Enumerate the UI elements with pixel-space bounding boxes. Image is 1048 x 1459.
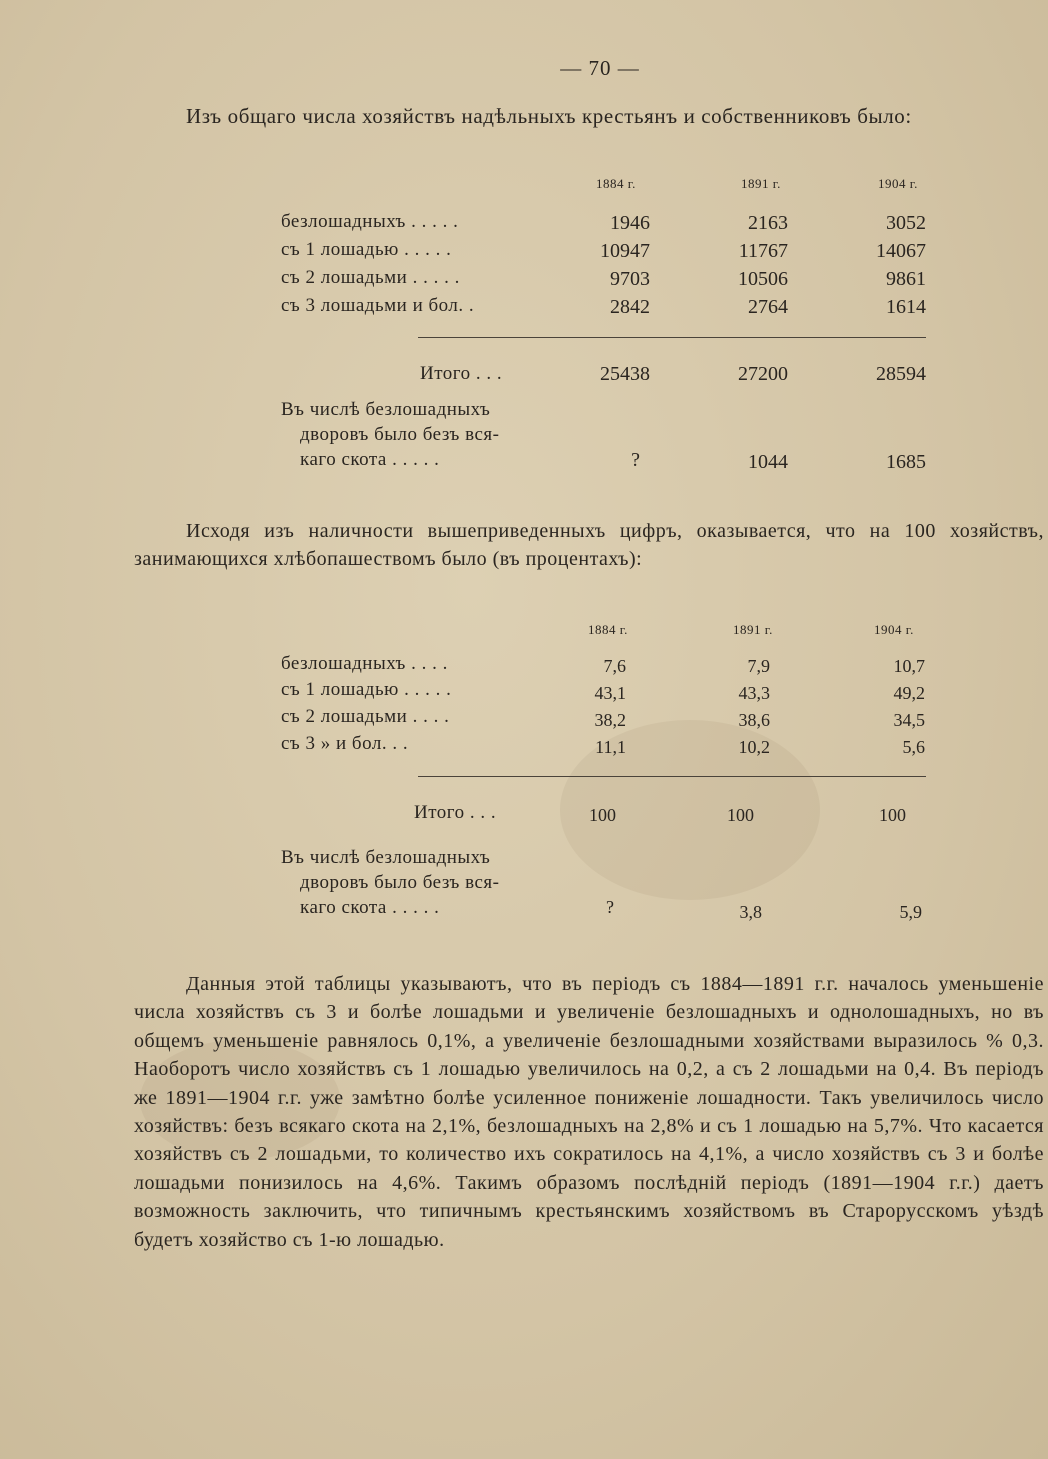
- table1-cell: 3052: [886, 212, 926, 234]
- table1-cell: 2842: [610, 296, 650, 318]
- table1-total-label: Итого . . .: [420, 363, 503, 384]
- table1-total-cell: 27200: [738, 363, 788, 385]
- table2-cell: 11,1: [595, 737, 626, 757]
- table2-livestock-cell: 5,9: [899, 902, 922, 922]
- table1-cell: 1614: [886, 296, 926, 318]
- table2-cell: 49,2: [893, 683, 925, 703]
- table1-cell: 14067: [876, 240, 926, 262]
- table2-row-label: съ 2 лошадьми . . . .: [281, 706, 450, 727]
- table2-row-label: съ 1 лошадью . . . . .: [281, 679, 452, 700]
- table2-row-label: безлошадныхъ . . . .: [281, 653, 448, 674]
- table2-total-rule: [418, 776, 926, 777]
- table1-cell: 10506: [738, 268, 788, 290]
- mid-paragraph: [134, 517, 1044, 574]
- table1-total-cell: 25438: [600, 363, 650, 385]
- table2-livestock-label: каго скота . . . . .: [300, 897, 440, 918]
- table1-cell: 1946: [610, 212, 650, 234]
- table2-livestock-cell: ?: [606, 897, 614, 917]
- table2-row-label: съ 3 » и бол. . .: [281, 733, 409, 754]
- mid-text: Исходя изъ наличности вышеприведенныхъ цифръ, оказывается, что на 100 хозяйствъ, занимающихся хлѣбопашествомъ было (въ процентахъ):: [134, 520, 1044, 571]
- table2-cell: 34,5: [893, 710, 925, 730]
- table2-cell: 10,7: [893, 656, 925, 676]
- table2-year-1884: 1884 г.: [588, 622, 628, 637]
- table1-cell: 10947: [600, 240, 650, 262]
- page-number: — 70 —: [560, 56, 640, 80]
- conclusion-paragraph: [134, 970, 1044, 1254]
- table2-cell: 38,2: [594, 710, 626, 730]
- table2-cell: 43,1: [594, 683, 626, 703]
- table2-cell: 7,6: [603, 656, 626, 676]
- table1-livestock-cell: 1685: [886, 451, 926, 473]
- table1-total-cell: 28594: [876, 363, 926, 385]
- table1-total-rule: [418, 337, 926, 338]
- table2-cell: 38,6: [738, 710, 770, 730]
- table2-year-1891: 1891 г.: [733, 622, 773, 637]
- table1-livestock-label: Въ числѣ безлошадныхъ: [281, 399, 491, 420]
- table2-livestock-label: дворовъ было безъ вся-: [300, 872, 500, 893]
- table1-cell: 9703: [610, 268, 650, 290]
- conclusion-text: Данныя этой таблицы указываютъ, что въ періодъ съ 1884—1891 г.г. началось уменьшеніе числа хозяйствъ съ 3 и болѣе лошадьми и увеличеніе безлошадныхъ и однолошадныхъ, но въ общемъ уменьшеніе равнялось 0,1%, а увеличеніе безлошадными хозяйствами выразилось % 0,3. Наоборотъ число хозяйствъ съ 1 лошадью увеличилось на 0,2, а съ 2 лошадьми на 0,4. Въ періодъ же 1891—1904 г.г. уже замѣтно болѣе усиленное пониженіе лошадности. Такъ увеличилось число хозяйствъ: безъ всякаго скота на 2,1%, безлошадныхъ на 2,8% и съ 1 лошадью на 5,7%. Что касается хозяйствъ съ 2 лошадьми, то количество ихъ сократилось на 4,1%, а число хозяйствъ съ 3 и болѣе лошадьми понизилось на 4,6%. Такимъ образомъ послѣдній періодъ (1891—1904 г.г.) даетъ возможность заключить, что типичнымъ крестьянскимъ хозяйствомъ въ Старорусскомъ уѣздѣ будетъ хозяйство съ 1-ю лошадью.: [134, 973, 1044, 1251]
- table2-cell: 43,3: [738, 683, 770, 703]
- table2-cell: 5,6: [902, 737, 925, 757]
- table1-livestock-label: каго скота . . . . .: [300, 449, 440, 470]
- table1-row-label: съ 2 лошадьми . . . . .: [281, 267, 460, 288]
- table1-cell: 2163: [748, 212, 788, 234]
- table1-row-label: съ 1 лошадью . . . . .: [281, 239, 452, 260]
- table1-year-1884: 1884 г.: [596, 176, 636, 191]
- table1-year-1891: 1891 г.: [741, 176, 781, 191]
- table1-year-1904: 1904 г.: [878, 176, 918, 191]
- table2-cell: 7,9: [747, 656, 770, 676]
- table2-total-label: Итого . . .: [414, 802, 497, 823]
- table2-total-cell: 100: [879, 805, 906, 825]
- table1-cell: 9861: [886, 268, 926, 290]
- intro-text: Изъ общаго числа хозяйствъ надѣльныхъ крестьянъ и собственниковъ было:: [186, 104, 912, 128]
- table1-cell: 11767: [738, 240, 788, 262]
- table1-livestock-cell: ?: [631, 449, 640, 471]
- table1-cell: 2764: [748, 296, 788, 318]
- table1-livestock-cell: 1044: [748, 451, 788, 473]
- table2-total-cell: 100: [727, 805, 754, 825]
- table2-livestock-cell: 3,8: [739, 902, 762, 922]
- table1-row-label: безлошадныхъ . . . . .: [281, 211, 459, 232]
- table2-total-cell: 100: [589, 805, 616, 825]
- table2-cell: 10,2: [738, 737, 770, 757]
- table2-livestock-label: Въ числѣ безлошадныхъ: [281, 847, 491, 868]
- table1-livestock-label: дворовъ было безъ вся-: [300, 424, 500, 445]
- table2-year-1904: 1904 г.: [874, 622, 914, 637]
- table1-row-label: съ 3 лошадьми и бол. .: [281, 295, 475, 316]
